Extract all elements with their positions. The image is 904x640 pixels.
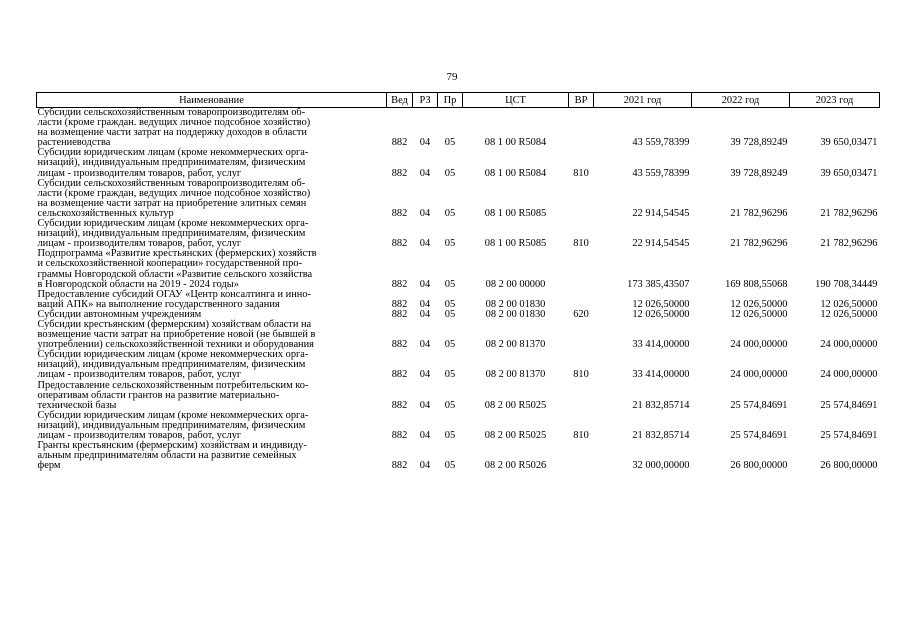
- cell-2023: 190 708,34449: [815, 278, 878, 290]
- column-header-cst: ЦСТ: [463, 93, 569, 108]
- cell-2021: 32 000,00000: [632, 460, 690, 472]
- cell-name-line: низаций), индивидуальным предпринимателям, физическим: [37, 419, 306, 431]
- cell-rz: 04: [419, 137, 431, 149]
- cell-2021: 33 414,00000: [632, 369, 690, 381]
- cell-name: [37, 249, 387, 289]
- cell-rz: 04: [419, 399, 431, 411]
- cell-2022: 39 728,89249: [730, 137, 788, 149]
- cell-vr: [569, 441, 594, 471]
- cell-rz: 04: [419, 278, 431, 290]
- cell-cst: 08 1 00 R5084: [484, 137, 547, 149]
- cell-rz: 04: [419, 238, 431, 250]
- cell-ved: 882: [391, 460, 408, 472]
- cell-rz: 04: [419, 207, 431, 219]
- cell-name-line: ферм: [37, 460, 61, 472]
- cell-pr: 05: [444, 167, 456, 179]
- cell-2022: 26 800,00000: [730, 460, 788, 472]
- cell-2023: 39 650,03471: [820, 137, 878, 149]
- cell-vr: [569, 290, 594, 310]
- cell-ved: 882: [391, 278, 408, 290]
- cell-pr: 05: [444, 339, 456, 351]
- column-header-name: Наименование: [37, 93, 387, 108]
- table-row: [37, 148, 880, 178]
- column-header-ved: Вед: [387, 93, 413, 108]
- cell-rz: 04: [419, 339, 431, 351]
- cell-2022: 24 000,00000: [730, 369, 788, 381]
- cell-pr: 05: [444, 278, 456, 290]
- cell-vr: 810: [573, 430, 589, 441]
- cell-name-line: Субсидии юридическим лицам (кроме некоммерческих орга-: [37, 409, 309, 421]
- cell-cst: 08 2 00 81370: [485, 339, 546, 351]
- cell-name-line: лицам - производителям товаров, работ, услуг: [37, 369, 242, 381]
- cell-name-line: Субсидии юридическим лицам (кроме некоммерческих орга-: [37, 147, 309, 159]
- cell-name-line: на возмещение части затрат на поддержку доходов в области: [37, 127, 307, 139]
- cell-2023: 25 574,84691: [820, 430, 878, 441]
- cell-cst: 08 1 00 R5085: [484, 207, 547, 219]
- cell-ved: 882: [391, 238, 408, 250]
- cell-name-line: лицам - производителям товаров, работ, услуг: [37, 167, 242, 179]
- cell-2022: 39 728,89249: [730, 167, 788, 179]
- cell-cst: 08 2 00 R5026: [484, 460, 547, 472]
- column-header-2021: 2021 год: [594, 93, 692, 108]
- cell-2022: 21 782,96296: [730, 207, 788, 219]
- cell-name-line: Гранты крестьянским (фермерским) хозяйствам и индивиду-: [37, 440, 307, 452]
- cell-vr: 810: [573, 369, 589, 381]
- cell-name-line: Субсидии автономным учреждениям: [37, 308, 202, 320]
- cell-2023: 12 026,50000: [820, 298, 878, 310]
- cell-rz: 04: [419, 167, 431, 179]
- cell-name-line: ваций АПК» на выполнение государственного задания: [37, 298, 280, 310]
- cell-name: [37, 381, 387, 411]
- cell-name-line: Субсидии сельскохозяйственным товаропроизводителям об-: [37, 107, 306, 118]
- cell-pr: 05: [444, 137, 456, 149]
- cell-vr: [569, 108, 594, 149]
- cell-name-line: на возмещение части затрат на приобретение элитных семян: [37, 197, 307, 209]
- cell-2021: 43 559,78399: [632, 167, 690, 179]
- column-header-2022: 2022 год: [692, 93, 790, 108]
- cell-pr: 05: [444, 399, 456, 411]
- cell-ved: 882: [391, 137, 408, 149]
- cell-2023: 26 800,00000: [820, 460, 878, 472]
- table-row: [37, 249, 880, 289]
- cell-name: [37, 219, 387, 249]
- cell-name: [37, 148, 387, 178]
- cell-name-line: лицам - производителям товаров, работ, услуг: [37, 238, 242, 250]
- cell-cst: 08 2 00 R5025: [484, 399, 547, 411]
- cell-name-line: Субсидии юридическим лицам (кроме некоммерческих орга-: [37, 218, 309, 230]
- table-row: [37, 411, 880, 441]
- cell-2022: 25 574,84691: [730, 430, 788, 441]
- cell-vr: 810: [573, 238, 589, 250]
- cell-name: [37, 350, 387, 380]
- cell-pr: 05: [444, 238, 456, 250]
- cell-ved: 882: [391, 430, 408, 441]
- cell-2023: 12 026,50000: [820, 308, 878, 320]
- cell-2022: 12 026,50000: [730, 298, 788, 310]
- cell-pr: 05: [444, 298, 456, 310]
- cell-name-line: Подпрограмма «Развитие крестьянских (фермерских) хозяйств: [37, 248, 317, 260]
- table-row: [37, 441, 880, 471]
- cell-name-line: в Новгородской области на 2019 - 2024 годы»: [37, 278, 239, 290]
- cell-ved: 882: [391, 207, 408, 219]
- cell-name-line: ласти (кроме граждан, ведущих личное подсобное хозяйство): [37, 187, 311, 199]
- cell-name-line: Субсидии крестьянским (фермерским) хозяйствам области на: [37, 318, 312, 330]
- cell-name-line: низаций), индивидуальным предпринимателям, физическим: [37, 359, 306, 371]
- cell-2023: 24 000,00000: [820, 369, 878, 381]
- cell-cst: 08 2 00 00000: [485, 278, 546, 290]
- cell-vr: [569, 179, 594, 219]
- cell-ved: 882: [391, 369, 408, 381]
- cell-name-line: Субсидии сельскохозяйственным товаропроизводителям об-: [37, 177, 306, 189]
- cell-ved: 882: [391, 298, 408, 310]
- cell-cst: 08 1 00 R5085: [484, 238, 547, 250]
- cell-2021: 12 026,50000: [632, 308, 690, 320]
- cell-2021: 21 832,85714: [632, 430, 690, 441]
- page-number: 79: [446, 71, 458, 83]
- cell-name-line: оперативам области грантов на развитие материально-: [37, 389, 280, 401]
- cell-2022: 25 574,84691: [730, 399, 788, 411]
- cell-name: [37, 179, 387, 219]
- cell-vr: [569, 249, 594, 289]
- table-row: [37, 320, 880, 350]
- cell-name-line: низаций), индивидуальным предпринимателям, физическим: [37, 157, 306, 169]
- cell-cst: 08 2 00 R5025: [484, 430, 547, 441]
- cell-name-line: растениеводства: [37, 137, 111, 149]
- table-row: [37, 290, 880, 310]
- cell-rz: 04: [419, 430, 431, 441]
- cell-vr: [569, 381, 594, 411]
- table-row: [37, 381, 880, 411]
- cell-ved: 882: [391, 339, 408, 351]
- cell-2023: 25 574,84691: [820, 399, 878, 411]
- cell-ved: 882: [391, 308, 408, 320]
- cell-name-line: лицам - производителям товаров, работ, услуг: [37, 430, 242, 441]
- cell-cst: 08 1 00 R5084: [484, 167, 547, 179]
- cell-2023: 39 650,03471: [820, 167, 878, 179]
- table-row: [37, 350, 880, 380]
- column-header-rz: РЗ: [413, 93, 438, 108]
- cell-2022: 169 808,55068: [725, 278, 788, 290]
- table-row: [37, 219, 880, 249]
- cell-2021: 173 385,43507: [627, 278, 690, 290]
- cell-name-line: низаций), индивидуальным предпринимателям, физическим: [37, 228, 306, 240]
- cell-2022: 24 000,00000: [730, 339, 788, 351]
- cell-2021: 12 026,50000: [632, 298, 690, 310]
- cell-name-line: альным предпринимателям области на развитие семейных: [37, 450, 297, 462]
- cell-name-line: Предоставление сельскохозяйственным потребительским ко-: [37, 379, 309, 391]
- cell-name: [37, 320, 387, 350]
- cell-name-line: сельскохозяйственных культур: [37, 207, 174, 219]
- cell-2021: 22 914,54545: [632, 238, 690, 250]
- cell-name: [37, 411, 387, 441]
- cell-pr: 05: [444, 308, 456, 320]
- cell-name-line: Субсидии юридическим лицам (кроме некоммерческих орга-: [37, 349, 309, 361]
- cell-2023: 21 782,96296: [820, 238, 878, 250]
- cell-name-line: возмещение части затрат на приобретение новой (не бывшей в: [37, 329, 316, 341]
- cell-rz: 04: [419, 298, 431, 310]
- cell-2021: 22 914,54545: [632, 207, 690, 219]
- cell-vr: 810: [573, 167, 589, 179]
- cell-rz: 04: [419, 460, 431, 472]
- table-body: [37, 108, 880, 472]
- cell-cst: 08 2 00 01830: [485, 298, 546, 310]
- cell-2022: 21 782,96296: [730, 238, 788, 250]
- cell-name-line: и сельскохозяйственной кооперации» государственной про-: [37, 258, 302, 270]
- cell-cst: 08 2 00 81370: [485, 369, 546, 381]
- column-header-2023: 2023 год: [790, 93, 880, 108]
- cell-2023: 21 782,96296: [820, 207, 878, 219]
- cell-name: [37, 441, 387, 471]
- cell-pr: 05: [444, 430, 456, 441]
- cell-name-line: ласти (кроме граждан. ведущих личное подсобное хозяйство): [37, 117, 311, 129]
- cell-name-line: технической базы: [37, 399, 117, 411]
- cell-2023: 24 000,00000: [820, 339, 878, 351]
- cell-vr: 620: [573, 308, 589, 320]
- budget-table: [36, 92, 880, 471]
- cell-name: [37, 290, 387, 310]
- cell-ved: 882: [391, 167, 408, 179]
- cell-vr: [569, 320, 594, 350]
- cell-rz: 04: [419, 308, 431, 320]
- cell-2021: 21 832,85714: [632, 399, 690, 411]
- cell-pr: 05: [444, 369, 456, 381]
- column-header-pr: Пр: [438, 93, 463, 108]
- cell-cst: 08 2 00 01830: [485, 308, 546, 320]
- cell-name-line: употреблении) сельскохозяйственной техники и оборудования: [37, 339, 314, 351]
- cell-2021: 43 559,78399: [632, 137, 690, 149]
- cell-name: [37, 108, 387, 149]
- table-row: [37, 108, 880, 149]
- cell-ved: 882: [391, 399, 408, 411]
- cell-name-line: Предоставление субсидий ОГАУ «Центр консалтинга и инно-: [37, 288, 311, 300]
- column-header-vr: ВР: [569, 93, 594, 108]
- cell-pr: 05: [444, 207, 456, 219]
- cell-pr: 05: [444, 460, 456, 472]
- cell-2021: 33 414,00000: [632, 339, 690, 351]
- cell-name-line: граммы Новгородской области «Развитие сельского хозяйства: [37, 268, 313, 280]
- cell-2022: 12 026,50000: [730, 308, 788, 320]
- table-header-row: [37, 93, 880, 108]
- cell-rz: 04: [419, 369, 431, 381]
- table-row: [37, 179, 880, 219]
